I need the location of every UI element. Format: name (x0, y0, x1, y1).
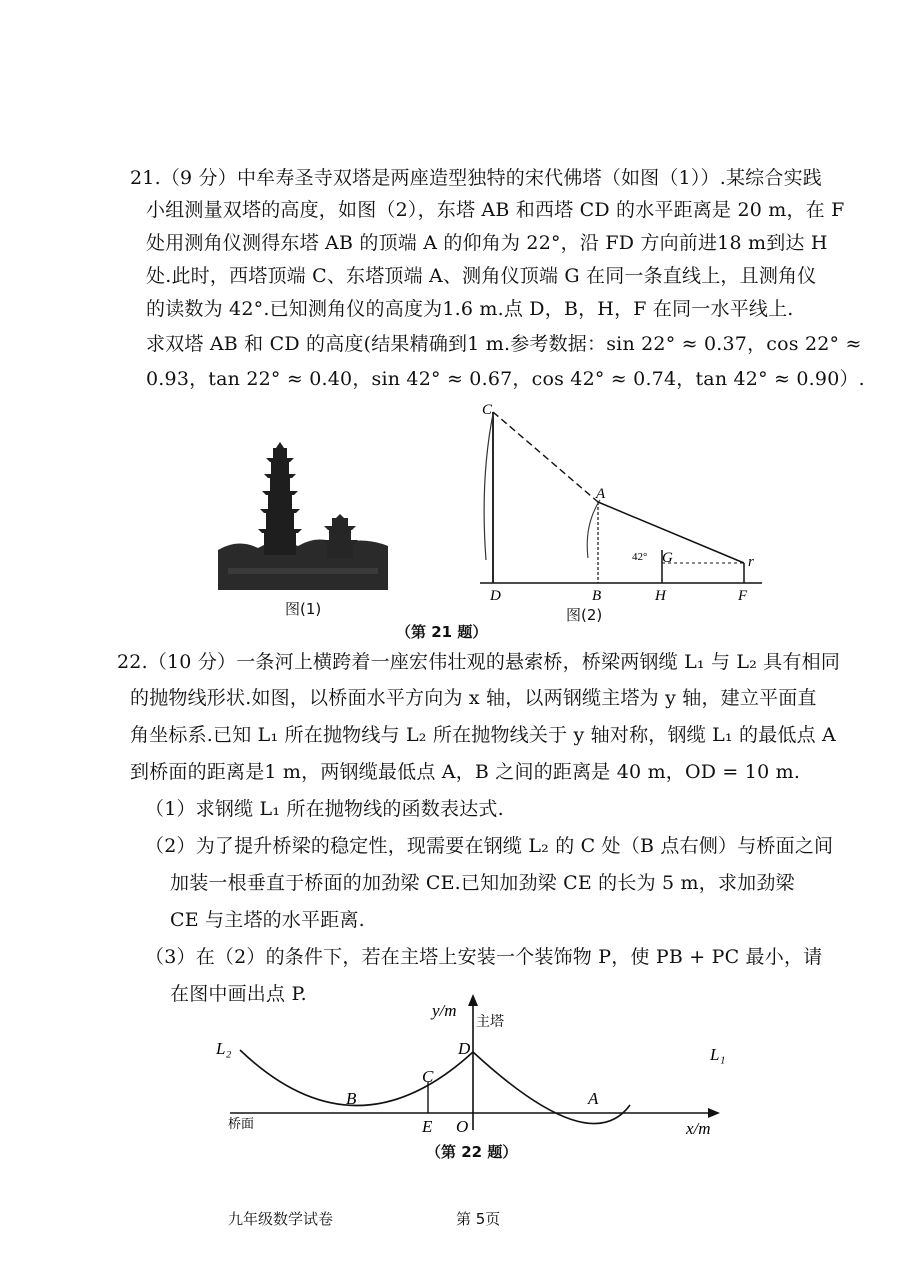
label-angle: 42° (632, 551, 648, 563)
q22-sub1: （1）求钢缆 L₁ 所在抛物线的函数表达式. (145, 798, 504, 820)
q22-line-2: 的抛物线形状.如图，以桥面水平方向为 x 轴，以两钢缆主塔为 y 轴，建立平面直 (130, 687, 817, 709)
y-axis-arrow (468, 994, 478, 1006)
q22-line-4: 到桥面的距离是1 m，两钢缆最低点 A，B 之间的距离是 40 m，OD = 10 m. (130, 761, 801, 783)
fig2-diagram (480, 400, 780, 600)
fig1-caption: 图(1) (285, 600, 322, 618)
label-deck: 桥面 (228, 1117, 255, 1132)
label-d: D (458, 1039, 471, 1058)
x-axis-arrow (708, 1108, 720, 1118)
q21-line-1: 21.（9 分）中牟寿圣寺双塔是两座造型独特的宋代佛塔（如图（1））.某综合实践 (130, 167, 822, 189)
label-a: A (596, 486, 606, 502)
label-a: A (588, 1089, 599, 1108)
q21-figure-caption: （第 21 题） (396, 623, 488, 641)
label-o: O (456, 1117, 469, 1136)
footer-page-number: 第 5页 (456, 1210, 501, 1228)
label-f: F (738, 588, 748, 600)
label-h: H (655, 588, 666, 600)
q21-line-2: 小组测量双塔的高度，如图（2），东塔 AB 和西塔 CD 的水平距离是 20 m，在 F (146, 199, 845, 221)
q22-sub2-line-1: （2）为了提升桥梁的稳定性，现需要在钢缆 L₂ 的 C 处（B 点右侧）与桥面之间 (145, 835, 834, 857)
fig2-caption: 图(2) (566, 606, 603, 624)
label-y-axis: y/m (432, 1001, 457, 1020)
q21-line-6: 求双塔 AB 和 CD 的高度(结果精确到1 m.参考数据：sin 22° ≈ 0.37，cos 22° ≈ (146, 333, 862, 355)
label-e: E (422, 1117, 433, 1136)
q22-sub2-line-2: 加装一根垂直于桥面的加劲梁 CE.已知加劲梁 CE 的长为 5 m，求加劲梁 (170, 872, 795, 894)
label-d: D (490, 588, 501, 600)
q22-sub3-line-1: （3）在（2）的条件下，若在主塔上安装一个装饰物 P，使 PB + PC 最小，请 (145, 946, 823, 968)
q21-line-7: 0.93，tan 22° ≈ 0.40，sin 42° ≈ 0.67，cos 42° ≈ 0.74，tan 42° ≈ 0.90）. (146, 368, 865, 390)
label-g: G (662, 550, 673, 566)
label-x-axis: x/m (686, 1119, 711, 1138)
q22-figure-caption: （第 22 题） (426, 1143, 518, 1161)
label-l1: L₁ (710, 1045, 726, 1064)
label-c: C (422, 1067, 434, 1086)
label-b: B (592, 588, 602, 600)
label-c: C (482, 402, 493, 418)
q21-line-4: 处.此时，西塔顶端 C、东塔顶端 A、测角仪顶端 G 在同一条直线上，且测角仪 (146, 265, 817, 287)
label-r: r (748, 554, 754, 570)
label-b: B (346, 1089, 357, 1108)
q22-sub2-line-3: CE 与主塔的水平距离. (170, 909, 365, 931)
pagoda-photo (218, 440, 388, 590)
footer-title: 九年级数学试卷 (228, 1210, 334, 1228)
q21-line-5: 的读数为 42°.已知测角仪的高度为1.6 m.点 D，B，H，F 在同一水平线上. (146, 298, 794, 320)
q21-line-3: 处用测角仪测得东塔 AB 的顶端 A 的仰角为 22°，沿 FD 方向前进18 m到达 H (146, 232, 828, 254)
q22-line-1: 22.（10 分）一条河上横跨着一座宏伟壮观的悬索桥，桥梁两钢缆 L₁ 与 L₂ 具有相同 (117, 651, 841, 673)
label-l2: L₂ (216, 1039, 232, 1058)
cable-l2 (240, 1050, 473, 1106)
line-ca (493, 412, 598, 502)
label-tower: 主塔 (476, 1014, 504, 1030)
bridge-diagram (210, 990, 730, 1140)
q22-sub3-line-2: 在图中画出点 P. (170, 983, 307, 1005)
q22-line-3: 角坐标系.已知 L₁ 所在抛物线与 L₂ 所在抛物线关于 y 轴对称，钢缆 L₁ 的最低点 A (130, 724, 836, 746)
